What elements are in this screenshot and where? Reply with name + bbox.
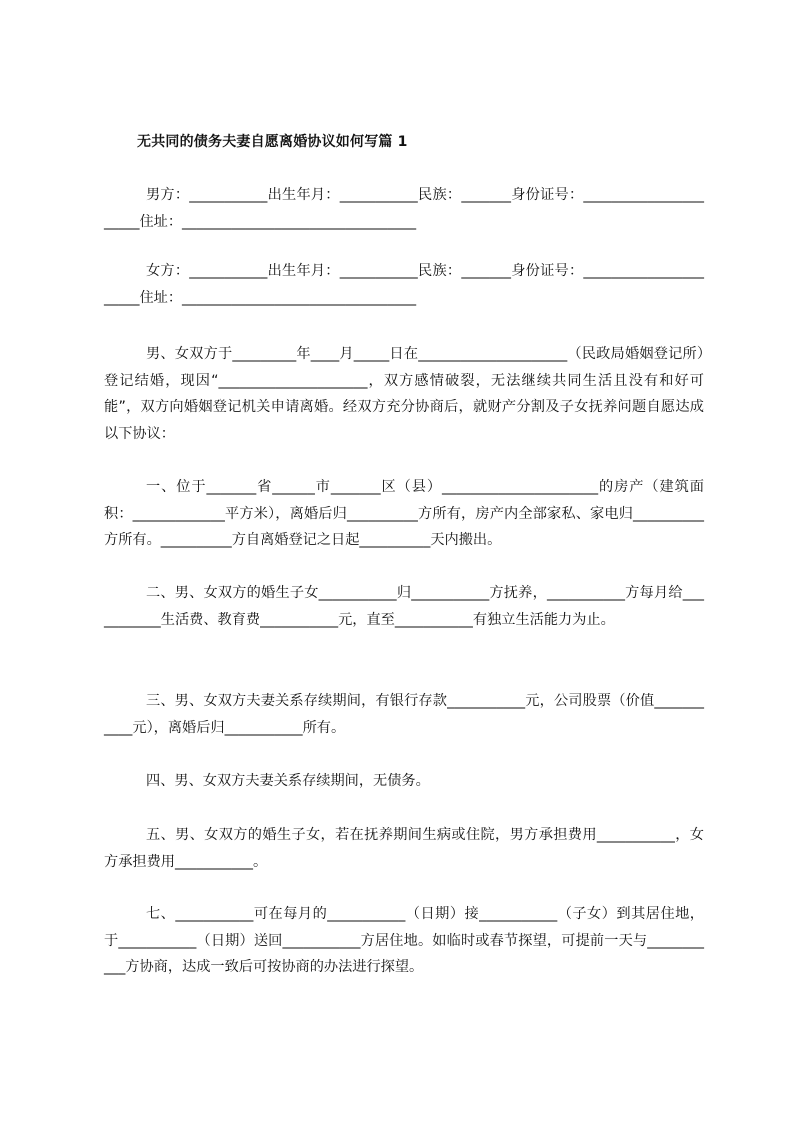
paragraph-clause-no-debt: 四、男、女双方夫妻关系存续期间，无债务。 xyxy=(146,773,430,789)
paragraph-clause-property: 一、位于_______省______市_______区（县）______________________的房产（建筑面积：_____________平方米），离婚后归__________方所有，房产内全部家私、家电归__________方所有。__________方自离婚登记之日起__________天内搬出。 xyxy=(104,479,704,549)
paragraph-clause-child-custody: 二、男、女双方的婚生子女___________归___________方抚养，___________方每月给___________生活费、教育费___________元，直至___________有独立生活能力为止。 xyxy=(104,585,704,628)
paragraph-clause-visitation: 七、___________可在每月的___________（日期）接___________（子女）到其居住地，于___________（日期）送回___________方居住地。如临时或春节探望，可提前一天与___________方协商，达成一致后可按协商的办法进行探望。 xyxy=(104,906,704,976)
paragraph-clause-savings: 三、男、女双方夫妻关系存续期间，有银行存款___________元，公司股票（价值___________元），离婚后归___________所有。 xyxy=(104,693,704,736)
paragraph-clause-medical-costs: 五、男、女双方的婚生子女，若在抚养期间生病或住院，男方承担费用___________，女方承担费用___________。 xyxy=(104,827,704,870)
document-title: 无共同的债务夫妻自愿离婚协议如何写篇 1 xyxy=(137,134,408,150)
paragraph-male-party-info: 男方：___________出生年月：___________民族：_______身份证号：______________________住址：_________________________________ xyxy=(104,187,704,230)
paragraph-female-party-info: 女方：___________出生年月：___________民族：_______身份证号：______________________住址：_________________________________ xyxy=(104,263,704,306)
paragraph-marriage-background: 男、女双方于_________年____月_____日在_____________________（民政局婚姻登记所）登记结婚，现因“_____________________，双方感情破裂，无法继续共同生活且没有和好可能”，双方向婚姻登记机关申请离婚。经双方充分协商后，就财产分割及子女抚养问题自愿达成以下协议： xyxy=(104,346,704,442)
